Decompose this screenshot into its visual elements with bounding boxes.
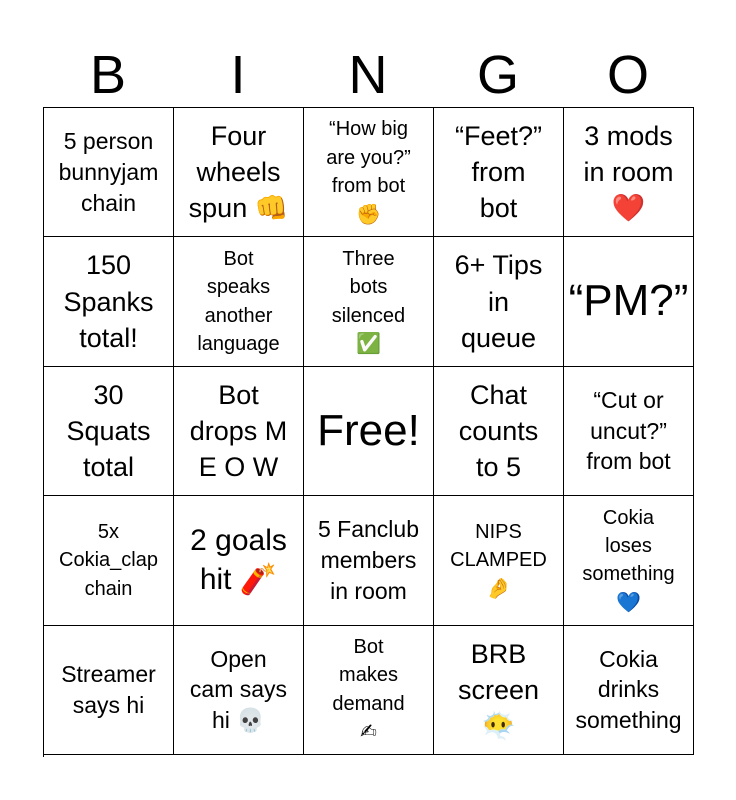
cell-text: 150 Spanks total! (63, 250, 154, 353)
cell-text: Four wheels spun 👊 (188, 120, 289, 224)
header-letter-o: O (606, 45, 649, 105)
cell-text: Streamer says hi (61, 660, 156, 718)
cell-text: Bot drops M E O W (189, 379, 288, 483)
header-letter-b: B (89, 45, 127, 105)
cell-text: 5 person bunnyjam chain (58, 127, 159, 216)
bingo-cell[interactable] (174, 367, 304, 496)
cell-text: Chat counts to 5 (458, 379, 539, 483)
cell-text: BRB screen 😶‍🌫️ (457, 638, 540, 741)
bingo-cell[interactable] (564, 496, 694, 625)
header-letter-g: G (476, 45, 519, 105)
bingo-cell[interactable] (434, 367, 564, 496)
bingo-cell[interactable] (174, 626, 304, 755)
cell-text: 5x Cokia_clap chain (59, 520, 158, 600)
bingo-cell[interactable] (434, 237, 564, 366)
bingo-cell[interactable] (434, 108, 564, 237)
bingo-cell[interactable] (434, 496, 564, 625)
cell-text: Cokia loses something 💙 (582, 506, 675, 614)
bingo-cell[interactable] (44, 108, 174, 237)
cell-text: Cokia drinks something (575, 645, 682, 734)
bingo-header (43, 44, 693, 106)
header-letter-i: I (230, 45, 246, 105)
bingo-cell[interactable] (564, 626, 694, 755)
bingo-cell[interactable] (304, 626, 434, 755)
cell-text: Three bots silenced ✅ (331, 247, 406, 355)
cell-text: 3 mods in room ❤️ (583, 120, 674, 224)
bingo-cell[interactable] (434, 626, 564, 755)
cell-text: Bot speaks another language (197, 247, 280, 355)
bingo-cell[interactable] (304, 496, 434, 625)
header-letter-n: N (348, 45, 388, 105)
bingo-cell[interactable] (304, 237, 434, 366)
cell-text: 5 Fanclub members in room (317, 516, 419, 604)
cell-text: “How big are you?” from bot ✊ (326, 118, 411, 226)
cell-text: “Cut or uncut?” from bot (586, 386, 671, 475)
cell-text: “PM?” (568, 276, 689, 326)
bingo-cell[interactable] (44, 237, 174, 366)
cell-text: Free! (317, 405, 420, 455)
bingo-cell[interactable] (44, 626, 174, 755)
bingo-cell[interactable] (174, 496, 304, 625)
bingo-cell[interactable] (44, 367, 174, 496)
bingo-cell[interactable] (174, 108, 304, 237)
cell-text: 30 Squats total (66, 379, 151, 483)
cell-text: Bot makes demand ✍ (332, 635, 405, 744)
bingo-cell[interactable] (564, 367, 694, 496)
cell-text: 2 goals hit 🧨 (190, 524, 287, 597)
bingo-cell[interactable] (304, 108, 434, 237)
bingo-cell-free[interactable] (304, 367, 434, 496)
bingo-cell[interactable] (564, 237, 694, 366)
bingo-cell[interactable] (564, 108, 694, 237)
cell-text: NIPS CLAMPED 🤌 (450, 520, 547, 600)
bingo-cell[interactable] (44, 496, 174, 625)
cell-text: Open cam says hi 💀 (189, 645, 288, 734)
cell-text: 6+ Tips in queue (454, 250, 543, 353)
bingo-cell[interactable] (174, 237, 304, 366)
cell-text: “Feet?” from bot (454, 120, 543, 224)
bingo-board (43, 107, 694, 757)
